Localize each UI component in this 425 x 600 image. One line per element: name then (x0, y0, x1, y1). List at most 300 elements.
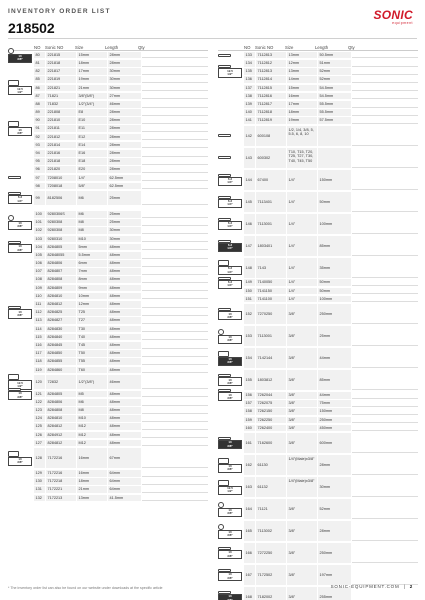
qty-field[interactable] (352, 348, 418, 368)
item-number: 105 (34, 252, 45, 259)
qty-field[interactable] (352, 192, 418, 212)
qty-field[interactable] (352, 296, 418, 303)
table-row (218, 295, 418, 303)
qty-field[interactable] (352, 392, 418, 399)
sonic-number: 7262250 (256, 417, 286, 424)
size-value: 1/4" (287, 258, 317, 278)
table-row (8, 259, 208, 267)
length-value: 62.5mm (108, 183, 141, 190)
table-row (8, 243, 208, 251)
qty-field[interactable] (142, 134, 208, 141)
qty-field[interactable] (352, 85, 418, 92)
drive-size-badge: 10 3/8" (218, 440, 242, 449)
product-image (8, 121, 34, 136)
size-value: E18 (77, 158, 107, 165)
table-row (8, 59, 208, 67)
table-row (8, 227, 208, 235)
qty-field[interactable] (142, 244, 208, 251)
length-value: 28mm (108, 52, 141, 59)
qty-field[interactable] (352, 126, 418, 146)
sonic-number: 71832 (46, 101, 76, 108)
qty-field[interactable] (142, 495, 208, 502)
sonic-number: 221821 (46, 85, 76, 92)
item-number: 82 (34, 68, 45, 75)
extension-bar-icon (218, 156, 231, 159)
length-value: 85mm (318, 236, 351, 256)
size-value: 5.5mm (77, 252, 107, 259)
length-value: 48mm (108, 301, 141, 308)
sonic-number: 7172216 (46, 448, 76, 468)
length-value: 51mm (318, 60, 351, 67)
product-image (218, 54, 244, 57)
page-number: 2 (409, 584, 413, 589)
length-value: 48mm (108, 407, 141, 414)
size-value: E14 (77, 142, 107, 149)
article-number: 218502 (8, 20, 55, 36)
product-image (8, 215, 34, 230)
item-number: 153 (244, 326, 255, 346)
sonic-number: 71121 (256, 499, 286, 519)
qty-field[interactable] (352, 521, 418, 541)
qty-field[interactable] (142, 309, 208, 316)
qty-field[interactable] (352, 370, 418, 390)
qty-field[interactable] (142, 334, 208, 341)
item-number: 85 (34, 76, 45, 83)
qty-field[interactable] (352, 93, 418, 100)
size-value: 3/8" (287, 326, 317, 346)
qty-field[interactable] (352, 499, 418, 519)
left-table (8, 44, 208, 502)
drive-size-badge: 10 3/8" (218, 392, 242, 401)
qty-field[interactable] (352, 455, 418, 475)
length-value: 28mm (318, 455, 351, 475)
item-number: 123 (34, 407, 45, 414)
qty-field[interactable] (142, 415, 208, 422)
sonic-number: 7172502 (256, 565, 286, 585)
qty-field[interactable] (352, 279, 418, 286)
item-number: 108 (34, 276, 45, 283)
item-number: 110 (34, 293, 45, 300)
header-divider (8, 38, 417, 39)
size-value: 12mm (287, 60, 317, 67)
product-image (218, 308, 244, 320)
sonic-number: 7112813 (256, 52, 286, 59)
size-value: T55 (77, 358, 107, 365)
qty-field[interactable] (142, 470, 208, 477)
sonic-number: 8284806 (46, 260, 76, 267)
qty-field[interactable] (142, 276, 208, 283)
qty-field[interactable] (352, 326, 418, 346)
sonic-number: 9280306S (46, 211, 76, 218)
size-value: 3/8" (287, 587, 317, 600)
qty-field[interactable] (142, 93, 208, 100)
length-value: 50mm (318, 288, 351, 295)
qty-field[interactable] (352, 148, 418, 168)
item-number: 133 (244, 52, 255, 59)
item-number: 80 (34, 52, 45, 59)
size-value: 17mm (77, 68, 107, 75)
table-row (8, 469, 208, 477)
qty-field[interactable] (142, 391, 208, 398)
length-value: 35mm (318, 258, 351, 278)
table-row (8, 398, 208, 406)
qty-field[interactable] (352, 60, 418, 67)
qty-field[interactable] (352, 236, 418, 256)
size-value: 3/8" (287, 370, 317, 390)
qty-field[interactable] (352, 117, 418, 124)
length-value: 48mm (108, 399, 141, 406)
qty-field[interactable] (142, 252, 208, 259)
size-value: 3/8" (287, 304, 317, 324)
length-value: 30mm (108, 236, 141, 243)
size-value: 1/4" (287, 288, 317, 295)
size-value: M6 (77, 399, 107, 406)
length-value: 48mm (108, 317, 141, 324)
qty-field[interactable] (142, 423, 208, 430)
table-row (8, 308, 208, 316)
item-number: 127 (34, 440, 45, 447)
qty-field[interactable] (142, 399, 208, 406)
length-value: 150mm (318, 170, 351, 190)
qty-field[interactable] (352, 425, 418, 432)
drive-size-badge: 10 3/8" (218, 311, 242, 320)
length-value: 28mm (108, 166, 141, 173)
qty-field[interactable] (352, 433, 418, 453)
qty-field[interactable] (142, 326, 208, 333)
product-image (218, 502, 244, 517)
qty-field[interactable] (142, 342, 208, 349)
length-value: 48mm (108, 260, 141, 267)
item-number: 117 (34, 350, 45, 357)
length-value: 64mm (108, 478, 141, 485)
qty-field[interactable] (142, 142, 208, 149)
brand-logo (373, 8, 413, 25)
table-row (218, 169, 418, 191)
qty-field[interactable] (352, 400, 418, 407)
qty-field[interactable] (142, 407, 208, 414)
item-number: 148 (244, 258, 255, 278)
length-value: 50mm (318, 279, 351, 286)
size-value: 15mm (77, 52, 107, 59)
qty-field[interactable] (142, 125, 208, 132)
qty-field[interactable] (352, 408, 418, 415)
qty-field[interactable] (142, 227, 208, 234)
item-number: 163 (244, 477, 255, 497)
drive-size-badge: 12.5 1/2" (218, 486, 242, 495)
length-value: 30mm (108, 76, 141, 83)
item-number: 149 (244, 279, 255, 286)
length-value: 55.5mm (318, 109, 351, 116)
drive-size-badge: 10 3/8" (218, 377, 242, 386)
qty-field[interactable] (142, 76, 208, 83)
qty-field[interactable] (352, 304, 418, 324)
qty-field[interactable] (352, 76, 418, 83)
sonic-number: 7172221 (46, 486, 76, 493)
sonic-number: 7262400 (256, 425, 286, 432)
size-value: 16mm (77, 470, 107, 477)
sonic-number: 7208018 (46, 183, 76, 190)
length-value: 25mm (318, 326, 351, 346)
qty-field[interactable] (142, 268, 208, 275)
drive-size-badge: 6.3 1/4" (218, 280, 242, 289)
sonic-number: 8284809 (46, 285, 76, 292)
size-value: 10mm (77, 293, 107, 300)
qty-field[interactable] (142, 432, 208, 439)
size-value: M10 (77, 236, 107, 243)
sonic-number: 8284830 (46, 326, 76, 333)
table-row (8, 276, 208, 284)
item-number: 130 (34, 478, 45, 485)
product-image (8, 80, 34, 95)
size-value: 18mm (287, 109, 317, 116)
table-row (8, 284, 208, 292)
item-number: 102 (34, 227, 45, 234)
size-value: 13mm (77, 495, 107, 502)
table-row (218, 125, 418, 147)
drive-size-badge: 6.3 1/4" (218, 221, 242, 230)
column-length: Length (105, 45, 119, 50)
qty-field[interactable] (142, 85, 208, 92)
item-number: 162 (244, 455, 255, 475)
qty-field[interactable] (142, 175, 208, 182)
qty-field[interactable] (142, 375, 208, 389)
qty-field[interactable] (142, 448, 208, 468)
qty-field[interactable] (142, 236, 208, 243)
table-row (8, 300, 208, 308)
sonic-number: 7208010 (46, 175, 76, 182)
item-number: 100 (34, 211, 45, 218)
item-number: 166 (244, 543, 255, 563)
item-number: 116 (34, 342, 45, 349)
length-value: 46mm (108, 375, 141, 389)
item-number: 89 (34, 109, 45, 116)
size-value: 16mm (287, 93, 317, 100)
qty-field[interactable] (142, 150, 208, 157)
drive-size-badge: 6.3 1/4" (218, 243, 242, 252)
size-value: 17mm (287, 101, 317, 108)
table-row (218, 454, 418, 476)
product-image (218, 156, 244, 159)
qty-field[interactable] (142, 166, 208, 173)
brand-subtitle: equipment (392, 21, 413, 25)
qty-field[interactable] (142, 109, 208, 116)
item-number: 157 (244, 400, 255, 407)
qty-field[interactable] (352, 288, 418, 295)
length-value: 48mm (108, 432, 141, 439)
length-value: 30mm (108, 68, 141, 75)
website-link[interactable]: SONIC-EQUIPMENT.COM (330, 584, 400, 589)
item-number: 118 (34, 358, 45, 365)
brand-name: SONIC (373, 8, 413, 22)
table-row (218, 257, 418, 279)
qty-field[interactable] (142, 301, 208, 308)
product-image (218, 277, 244, 289)
table-row (218, 564, 418, 586)
size-value: E16 (77, 150, 107, 157)
table-row (218, 287, 418, 295)
qty-field[interactable] (142, 367, 208, 374)
footer-site: SONIC-EQUIPMENT.COM | 2 (330, 584, 413, 589)
qty-field[interactable] (142, 158, 208, 165)
qty-field[interactable] (352, 68, 418, 75)
sonic-number: 7112814 (256, 76, 286, 83)
sonic-number: 7142144 (256, 348, 286, 368)
item-number: 145 (244, 192, 255, 212)
drive-size-badge: 6.3 1/4" (218, 177, 242, 186)
table-row (218, 51, 418, 59)
sonic-number: 8284808 (46, 276, 76, 283)
qty-field[interactable] (352, 258, 418, 278)
qty-field[interactable] (142, 350, 208, 357)
table-row (8, 235, 208, 243)
extension-bar-icon (8, 176, 21, 179)
length-value: 28mm (108, 60, 141, 67)
qty-field[interactable] (352, 543, 418, 563)
qty-field[interactable] (142, 183, 208, 190)
item-number: 124 (34, 415, 45, 422)
size-value: 1/4" (287, 279, 317, 286)
item-number: 141 (244, 117, 255, 124)
item-number: 151 (244, 296, 255, 303)
table-header (8, 44, 208, 51)
table-row (8, 358, 208, 366)
table-row (8, 317, 208, 325)
size-value: 19mm (287, 117, 317, 124)
right-table (218, 44, 418, 600)
size-value: 6mm (77, 260, 107, 267)
size-value: M10 (77, 415, 107, 422)
size-value: 3/8" (287, 433, 317, 453)
drive-size-badge: 10 3/8" (218, 594, 242, 600)
size-value: E8 (77, 109, 107, 116)
item-number: 161 (244, 433, 255, 453)
qty-field[interactable] (142, 52, 208, 59)
item-number: 159 (244, 417, 255, 424)
qty-field[interactable] (142, 191, 208, 205)
size-value: M5 (77, 391, 107, 398)
page-title: INVENTORY ORDER LIST (8, 8, 111, 15)
column-size: Size (75, 45, 84, 50)
qty-field[interactable] (352, 214, 418, 234)
sonic-number: 9280308 (46, 227, 76, 234)
length-value: 48mm (108, 415, 141, 422)
length-value: 30mm (108, 85, 141, 92)
table-row (218, 399, 418, 407)
size-value: 3/8" (287, 408, 317, 415)
table-row (8, 100, 208, 108)
size-value: T45 (77, 342, 107, 349)
qty-field[interactable] (142, 486, 208, 493)
product-image (218, 437, 244, 449)
column-no: NO (244, 45, 251, 50)
size-value: E10 (77, 117, 107, 124)
qty-field[interactable] (142, 101, 208, 108)
qty-field[interactable] (142, 317, 208, 324)
table-row (8, 190, 208, 206)
item-number: 91 (34, 125, 45, 132)
size-value: 1/4" (77, 175, 107, 182)
qty-field[interactable] (142, 68, 208, 75)
item-number: 119 (34, 367, 45, 374)
column-size: Size (285, 45, 294, 50)
length-value: 52mm (318, 499, 351, 519)
sonic-number: 8284827 (46, 317, 76, 324)
drive-size-badge: 10 3/8" (8, 221, 32, 230)
sonic-number: 221811 (46, 125, 76, 132)
length-value: 44mm (318, 392, 351, 399)
sonic-number: 7112815 (256, 85, 286, 92)
qty-field[interactable] (142, 440, 208, 447)
sonic-number: 7140050 (256, 279, 286, 286)
size-value: 1/4" (287, 214, 317, 234)
qty-field[interactable] (142, 211, 208, 218)
sonic-number: 221816 (46, 150, 76, 157)
qty-field[interactable] (142, 60, 208, 67)
product-image (218, 351, 244, 366)
qty-field[interactable] (352, 52, 418, 59)
table-row (8, 349, 208, 357)
qty-field[interactable] (352, 101, 418, 108)
qty-field[interactable] (142, 219, 208, 226)
product-image (218, 569, 244, 581)
qty-field[interactable] (142, 478, 208, 485)
size-value: 3/8" (287, 392, 317, 399)
qty-field[interactable] (142, 117, 208, 124)
size-value: 19mm (77, 76, 107, 83)
length-value: 85mm (318, 370, 351, 390)
size-value: 16mm (77, 448, 107, 468)
table-row (218, 92, 418, 100)
length-value: 67mm (108, 448, 141, 468)
item-number: 154 (244, 348, 255, 368)
qty-field[interactable] (142, 260, 208, 267)
size-value: 15mm (287, 85, 317, 92)
size-value: E11 (77, 125, 107, 132)
qty-field[interactable] (142, 293, 208, 300)
sonic-number: 600108 (256, 126, 286, 146)
qty-field[interactable] (352, 109, 418, 116)
sonic-number: 8284805 (46, 391, 76, 398)
sonic-number: 67400 (256, 170, 286, 190)
length-value: 50mm (318, 192, 351, 212)
qty-field[interactable] (142, 285, 208, 292)
qty-field[interactable] (352, 565, 418, 585)
table-row (218, 325, 418, 347)
length-value: 48mm (108, 293, 141, 300)
sonic-number: 9280308 (46, 219, 76, 226)
table-row (218, 416, 418, 424)
qty-field[interactable] (352, 477, 418, 497)
qty-field[interactable] (352, 170, 418, 190)
item-number: 120 (34, 375, 45, 389)
length-value: 52mm (318, 68, 351, 75)
table-row (8, 431, 208, 439)
size-value: 9mm (77, 285, 107, 292)
product-image (218, 524, 244, 539)
size-value: 1/4" (287, 192, 317, 212)
sonic-number: 7112812 (256, 60, 286, 67)
length-value: 30mm (318, 477, 351, 497)
size-value: M6 (77, 211, 107, 218)
qty-field[interactable] (142, 358, 208, 365)
length-value: 28mm (108, 134, 141, 141)
qty-field[interactable] (352, 417, 418, 424)
item-number: 106 (34, 260, 45, 267)
length-value: 28mm (108, 158, 141, 165)
drive-size-badge: 6.3 1/4" (218, 199, 242, 208)
length-value: 28mm (108, 142, 141, 149)
item-number: 132 (34, 495, 45, 502)
